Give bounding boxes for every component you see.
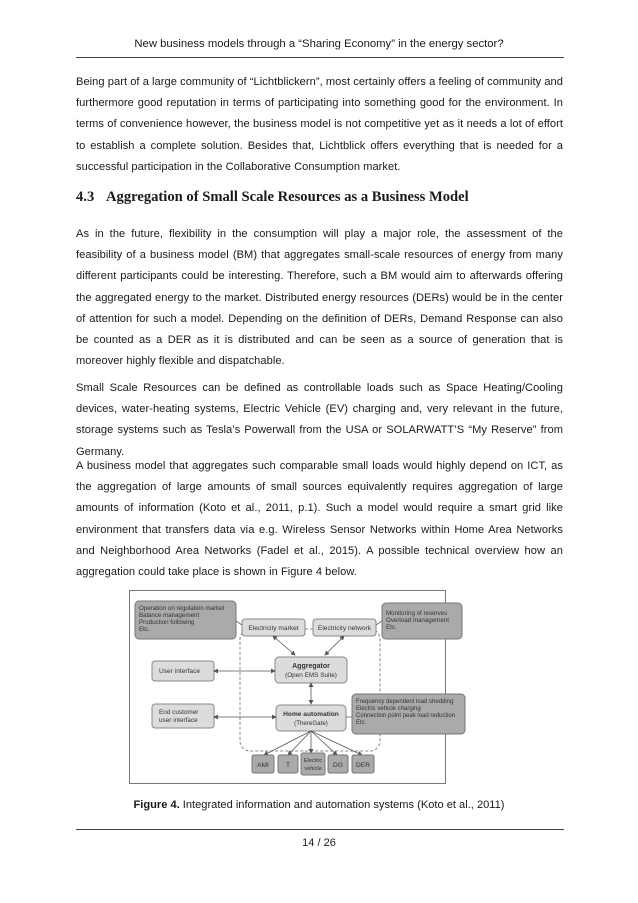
load-management-box bbox=[352, 694, 465, 734]
load-line-3: Connection point peak load reduction bbox=[356, 713, 456, 719]
aggregator-title: Aggregator bbox=[292, 663, 330, 670]
header-divider bbox=[76, 57, 564, 58]
link-regulation-market bbox=[236, 621, 242, 625]
end-customer-line-2: user interface bbox=[159, 717, 198, 724]
device-ev-label-1: Electric bbox=[303, 758, 323, 764]
link-network-reserves bbox=[376, 621, 382, 625]
figure-caption bbox=[0, 799, 638, 811]
page-number: 14 / 26 bbox=[302, 837, 336, 849]
device-ami-label: AMI bbox=[257, 762, 269, 769]
device-ev-label-2: vehicle bbox=[304, 766, 322, 772]
electricity-market-label: Electricity market bbox=[248, 625, 299, 632]
running-header: New business models through a “Sharing Economy” in the energy sector? bbox=[134, 38, 504, 50]
device-ami bbox=[252, 755, 274, 773]
load-line-4: Etc. bbox=[356, 720, 367, 726]
end-customer-ui-box bbox=[152, 704, 214, 728]
regulation-line-3: Production following bbox=[139, 619, 195, 626]
section-heading bbox=[76, 189, 566, 206]
electricity-network-box bbox=[313, 619, 376, 636]
home-automation-box bbox=[276, 705, 346, 731]
arrow-market-aggregator bbox=[273, 636, 295, 655]
device-dg-label: DG bbox=[333, 762, 343, 769]
device-t-label: T bbox=[285, 762, 291, 769]
regulation-line-2: Balance management bbox=[139, 612, 200, 619]
load-line-1: Frequency dependent load shedding bbox=[356, 699, 454, 705]
load-line-2: Electric vehicle charging bbox=[356, 706, 421, 712]
device-t bbox=[278, 755, 298, 773]
figure-aggregation-diagram bbox=[129, 590, 456, 784]
paragraph-ict-aggregation: A business model that aggregates such comparable small loads would highly depend on ICT, as the aggregation of large amounts of small sources equivalently requires aggregation of large amounts of information (Koto et al., 2011, p.1). Such a model would require a smart grid like environment that transfers data via e.g. Wireless Sensor Networks within Home Area Networks and Neighborhood Area Networks (Fadel et al., 2015). A possible technical overview how an aggregation could take place is shown in Figure 4 below. bbox=[76, 460, 563, 579]
paragraph-community: Being part of a large community of “Lichtblickern”, most certainly offers a feeling of community and furthermore good reputation in terms of participating into something good for the environment. In terms of convenience however, the business model is not competitive yet as it needs a lot of effort to establish a complete solution. Besides that, Lichtblick offers everything that is needed for a successful participation in the Collaborative Consumption market. bbox=[76, 76, 563, 173]
end-customer-line-1: End customer bbox=[159, 709, 199, 716]
arrow-to-dg bbox=[311, 731, 337, 755]
home-automation-subtitle: (ThereGate) bbox=[294, 720, 328, 727]
arrow-network-aggregator bbox=[325, 636, 344, 655]
footer-divider bbox=[76, 829, 564, 830]
device-der-label: DER bbox=[356, 762, 370, 769]
user-interface-label: User interface bbox=[159, 668, 201, 675]
user-interface-box bbox=[152, 661, 214, 681]
electricity-network-label: Electricity network bbox=[317, 625, 372, 632]
device-der bbox=[352, 755, 374, 773]
device-dg bbox=[328, 755, 348, 773]
device-electric-vehicle bbox=[301, 753, 325, 775]
section-number: 4.3 bbox=[76, 189, 95, 205]
section-title: Aggregation of Small Scale Resources as a Business Model bbox=[106, 189, 469, 205]
reserves-line-2: Overload management bbox=[386, 617, 449, 624]
caption-label: Figure 4. bbox=[133, 799, 180, 811]
reserves-line-3: Etc. bbox=[386, 624, 397, 631]
regulation-market-box bbox=[135, 601, 236, 639]
diagram-svg bbox=[130, 591, 456, 783]
caption-text: Integrated information and automation systems (Koto et al., 2011) bbox=[179, 799, 505, 811]
home-automation-title: Home automation bbox=[283, 711, 339, 718]
aggregator-box bbox=[275, 657, 347, 683]
reserves-monitoring-box bbox=[382, 603, 462, 639]
regulation-line-4: Etc. bbox=[139, 626, 150, 633]
paragraph-small-scale-resources: Small Scale Resources can be defined as controllable loads such as Space Heating/Cooling devices, water-heating systems, Electric Vehicle (EV) charging and, very relevant in the future, storage systems such as Tesla’s Powerwall from the USA or SOLARWATT’S “My Reserve” from Germany. bbox=[76, 382, 563, 458]
reserves-line-1: Monitoring of reserves bbox=[386, 610, 448, 617]
aggregator-subtitle: (Open EMS Suite) bbox=[285, 672, 337, 679]
regulation-line-1: Operation on regulation market bbox=[139, 605, 225, 612]
electricity-market-box bbox=[242, 619, 305, 636]
paragraph-flexibility: As in the future, flexibility in the consumption will play a major role, the assessment of the feasibility of a business model (BM) that aggregates small-scale resources of energy from many different participants could be interesting. Therefore, such a BM would aim to afterwards offering the aggregated energy to the market. Distributed energy resources (DERs) would be in the center of attention for such a model. Depending on the definition of DERs, Demand Response can also be counted as a DER as it is distributed and can be seen as a source of generation that is moreover highly flexible and dispatchable. bbox=[76, 228, 563, 368]
